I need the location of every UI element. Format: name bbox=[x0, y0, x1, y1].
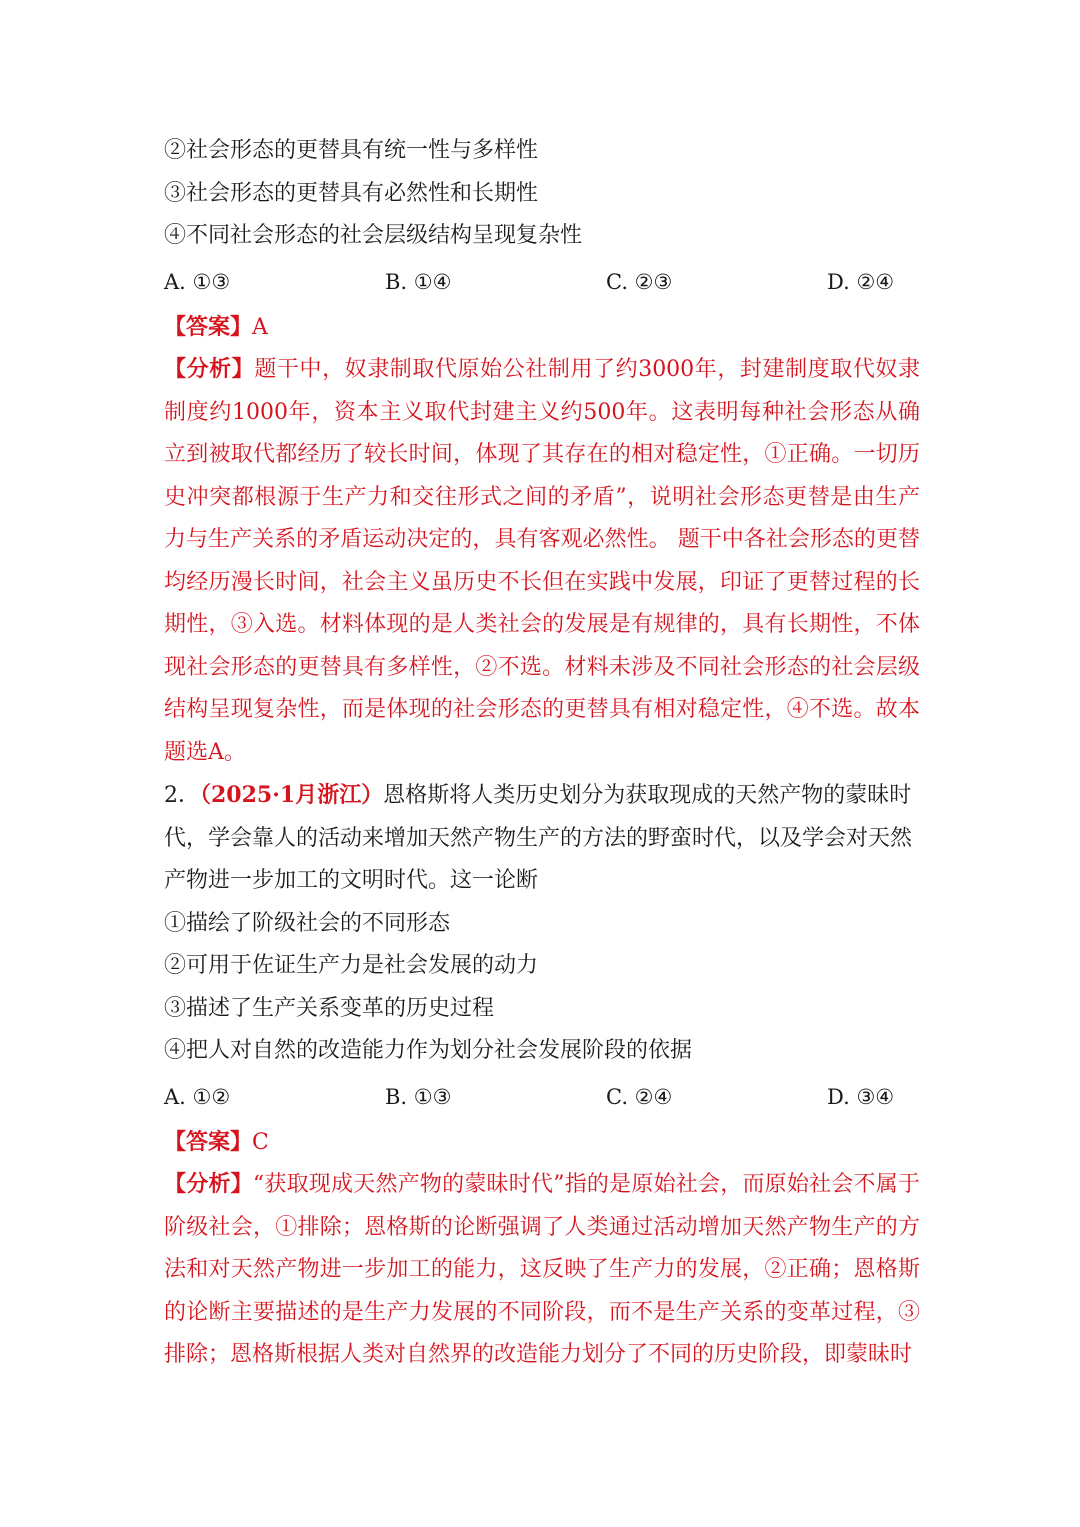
q2-analysis-text: “获取现成天然产物的蒙昧时代”指的是原始社会，而原始社会不属于阶级社会，①排除；恩格斯的论断强调了人类通过活动增加天然产物生产的方法和对天然产物进一步加工的能力，这反映了生产力的发展，②正确；恩格斯的论断主要描述的是生产力发展的不同阶段，而不是生产关系的变革过程，③排除；恩格斯根据人类对自然界的改造能力划分了不同的历史阶段，即蒙昧时 bbox=[164, 1172, 920, 1367]
q1-analysis-label: 【分析】 bbox=[164, 356, 255, 382]
q2-option-c: C. ②④ bbox=[606, 1084, 673, 1109]
q2-statement: ②可用于佐证生产力是社会发展的动力 bbox=[164, 953, 539, 978]
document-page bbox=[164, 130, 920, 1377]
q1-option-c: C. ②③ bbox=[606, 269, 673, 294]
q1-answer-label: 【答案】 bbox=[164, 313, 253, 340]
q2-statement: ③描述了生产关系变革的历史过程 bbox=[164, 995, 495, 1021]
q1-options bbox=[164, 258, 920, 306]
q2-answer bbox=[164, 1121, 920, 1164]
q2-option-a: A. ①② bbox=[164, 1084, 231, 1109]
q2-option-b: B. ①③ bbox=[385, 1084, 452, 1109]
q1-answer-value: A bbox=[252, 314, 268, 340]
q2-answer-label: 【答案】 bbox=[164, 1128, 253, 1155]
q1-statement: ④不同社会形态的社会层级结构呈现复杂性 bbox=[164, 223, 583, 248]
q2-analysis bbox=[164, 1163, 920, 1377]
q1-statement: ②社会形态的更替具有统一性与多样性 bbox=[164, 138, 539, 163]
q2-option-d: D. ③④ bbox=[827, 1084, 895, 1109]
q2-options bbox=[164, 1073, 920, 1121]
q1-option-b: B. ①④ bbox=[385, 269, 452, 294]
q2-source: （2025·1月浙江） bbox=[200, 782, 384, 808]
q1-answer bbox=[164, 306, 920, 349]
q2-stem-text: 恩格斯将人类历史划分为获取现成的天然产物的蒙昧时代，学会靠人的活动来增加天然产物生产的方法的野蛮时代，以及学会对天然产物进一步加工的文明时代。这一论断 bbox=[164, 783, 913, 893]
q2-number: 2． bbox=[164, 783, 200, 808]
q1-option-a: A. ①③ bbox=[164, 269, 231, 294]
q1-analysis bbox=[164, 348, 920, 774]
q1-statement: ③社会形态的更替具有必然性和长期性 bbox=[164, 180, 539, 206]
q2-statement: ④把人对自然的改造能力作为划分社会发展阶段的依据 bbox=[164, 1038, 693, 1063]
q2-analysis-label: 【分析】 bbox=[164, 1171, 253, 1197]
q2-statement: ①描绘了阶级社会的不同形态 bbox=[164, 910, 451, 936]
q1-option-d: D. ②④ bbox=[827, 269, 895, 294]
q2-answer-value: C bbox=[252, 1129, 269, 1155]
q1-analysis-text: 题干中，奴隶制取代原始公社制用了约3000年，封建制度取代奴隶制度约1000年，资本主义取代封建主义约500年。这表明每种社会形态从确立到被取代都经历了较长时间，体现了其存在的相对稳定性，①正确。一切历史冲突都根源于生产力和交往形式之间的矛盾”，说明社会形态更替是由生产力与生产关系的矛盾运动决定的，具有客观必然性。 题干中各社会形态的更替均经历漫长时间，社会主义虽历史不长但在实践中发展，印证了更替过程的长期性，③入选。材料体现的是人类社会的发展是有规律的，具有长期性，不体现社会形态的更替具有多样性，②不选。材料未涉及不同社会形态的社会层级结构呈现复杂性，而是体现的社会形态的更替具有相对稳定性，④不选。故本题选A。 bbox=[164, 357, 920, 765]
q2-stem bbox=[164, 774, 920, 903]
